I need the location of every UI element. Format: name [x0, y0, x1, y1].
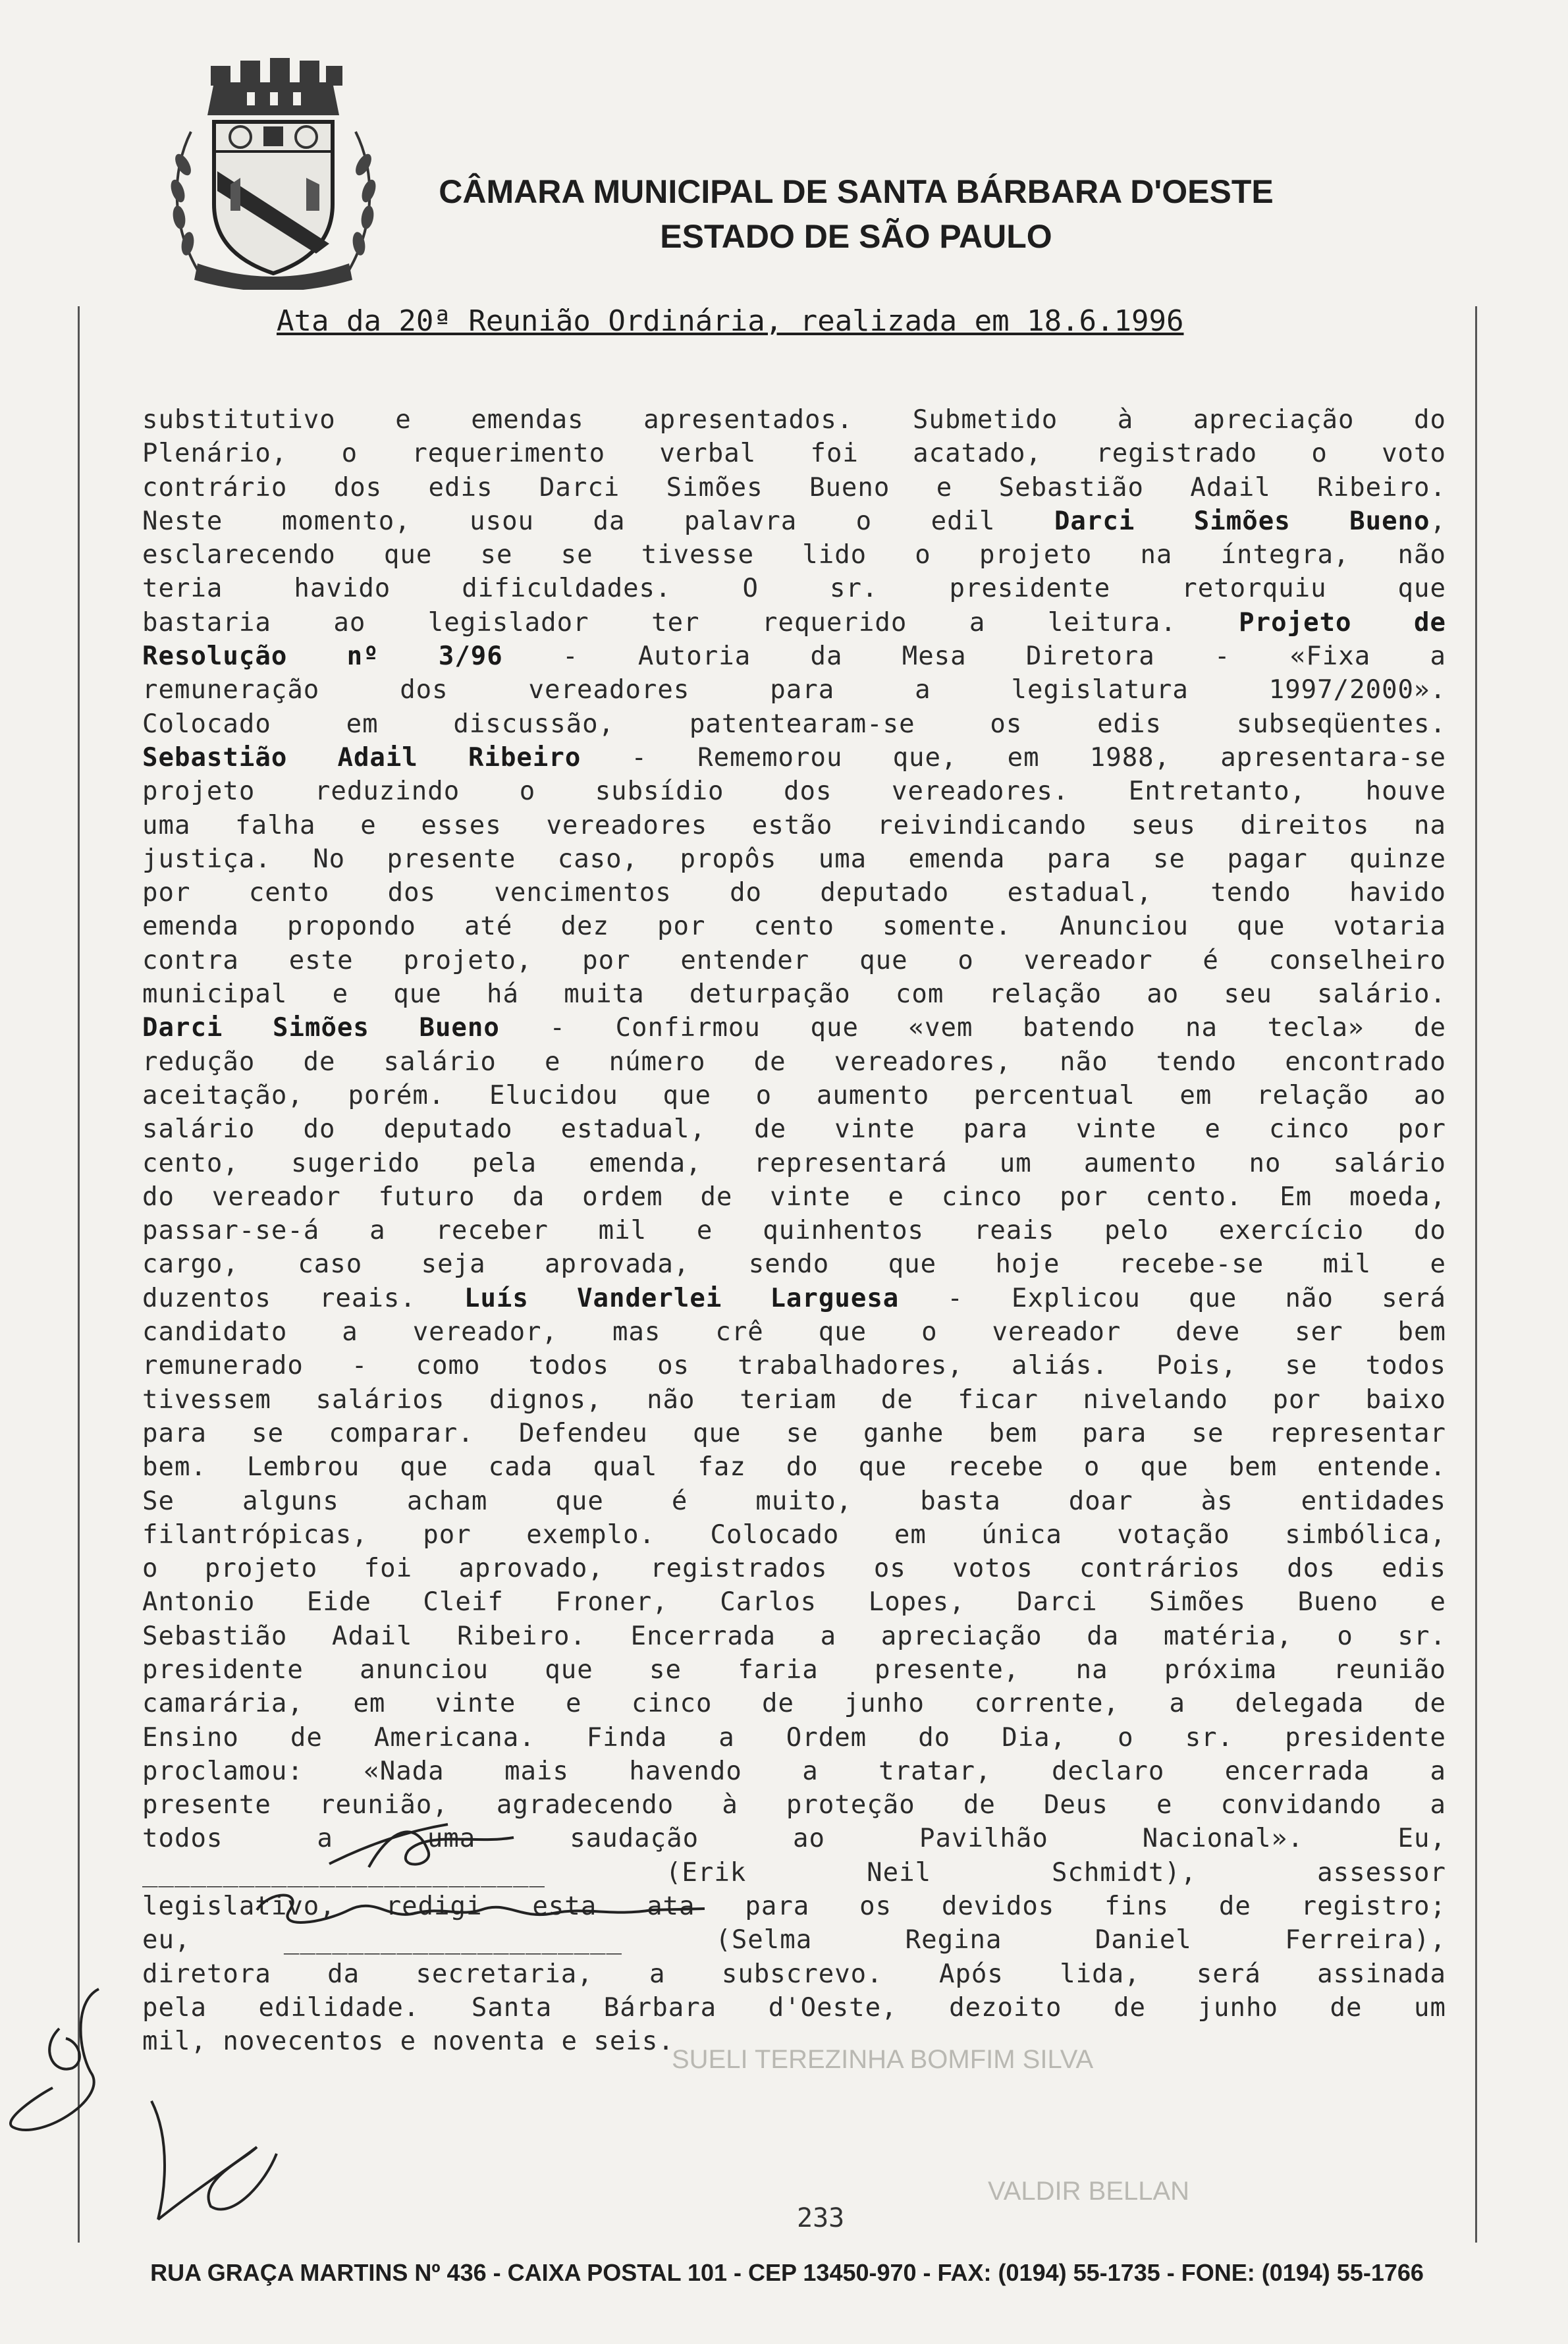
minutes-line: Antonio Eide Cleif Froner, Carlos Lopes, Darci Simões Bueno e [142, 1587, 1446, 1618]
minutes-line: por cento dos vencimentos do deputado estadual, tendo havido [142, 878, 1446, 908]
show-through-name: VALDIR BELLAN [988, 2177, 1190, 2206]
minutes-line: contra este projeto, por entender que o vereador é conselheiro [142, 945, 1446, 975]
speaker-name: Sebastião Adail Ribeiro [142, 742, 581, 773]
minutes-line: proclamou: «Nada mais havendo a tratar, declaro encerrada a [142, 1756, 1446, 1786]
signature-selma-ferreira [244, 1884, 718, 1936]
minutes-line: duzentos reais. Luís Vanderlei Larguesa - Explicou que não será [142, 1283, 1447, 1313]
minutes-line: legislativo, redigi esta ata para os devidos fins de registro; [142, 1892, 1446, 1922]
minutes-line: cargo, caso seja aprovada, sendo que hoje recebe-se mil e [142, 1249, 1446, 1280]
minutes-line: substitutivo e emendas apresentados. Submetido à apreciação do [142, 405, 1446, 435]
minutes-line: _________________________ (Erik Neil Schmidt), assessor [142, 1857, 1446, 1888]
institution-name: CÂMARA MUNICIPAL DE SANTA BÁRBARA D'OESTE [439, 173, 1274, 210]
speaker-name: Darci Simões Bueno [142, 1013, 500, 1043]
minutes-line: candidato a vereador, mas crê que o vereador deve ser bem [142, 1317, 1446, 1348]
right-margin-rule [1475, 306, 1477, 2243]
minutes-line: Neste momento, usou da palavra o edil Darci Simões Bueno, [142, 506, 1446, 536]
minutes-line: Se alguns acham que é muito, basta doar às entidades [142, 1486, 1446, 1516]
minutes-line: aceitação, porém. Elucidou que o aumento percentual em relação ao [142, 1080, 1446, 1110]
minutes-line: camarária, em vinte e cinco de junho corrente, a delegada de [142, 1689, 1446, 1719]
minutes-line: emenda propondo até dez por cento somente. Anunciou que votaria [142, 912, 1446, 942]
speaker-name: Luís Vanderlei Larguesa [464, 1283, 900, 1313]
minutes-line: Colocado em discussão, patentearam-se os edis subseqüentes. [142, 709, 1446, 739]
municipal-crest-icon [158, 53, 389, 290]
minutes-line: presente reunião, agradecendo à proteção de Deus e convidando a [142, 1790, 1446, 1820]
minutes-line: contrário dos edis Darci Simões Bueno e Sebastião Adail Ribeiro. [142, 472, 1446, 503]
state-name: ESTADO DE SÃO PAULO [660, 218, 1052, 255]
minutes-line: cento, sugerido pela emenda, representará um aumento no salário [142, 1148, 1446, 1178]
minutes-line: para se comparar. Defendeu que se ganhe bem para se representar [142, 1418, 1446, 1448]
minutes-line: Resolução nº 3/96 - Autoria da Mesa Diretora - «Fixa a [142, 641, 1446, 672]
minutes-line: teria havido dificuldades. O sr. presidente retorquiu que [142, 574, 1446, 604]
minutes-line: Ensino de Americana. Finda a Ordem do Dia, o sr. presidente [142, 1722, 1446, 1753]
minutes-line: redução de salário e número de vereadores, não tendo encontrado [142, 1047, 1446, 1077]
page-number: 233 [797, 2203, 845, 2233]
minutes-line: o projeto foi aprovado, registrados os votos contrários dos edis [142, 1554, 1446, 1584]
minutes-line: tivessem salários dignos, não teriam de ficar nivelando por baixo [142, 1384, 1446, 1415]
minutes-line: bem. Lembrou que cada qual faz do que recebe o que bem entende. [142, 1452, 1446, 1483]
minutes-line: remuneração dos vereadores para a legislatura 1997/2000». [142, 675, 1446, 705]
minutes-line: esclarecendo que se se tivesse lido o projeto na íntegra, não [142, 540, 1446, 570]
minutes-line: remunerado - como todos os trabalhadores, aliás. Pois, se todos [142, 1351, 1446, 1381]
minutes-line: justiça. No presente caso, propôs uma emenda para se pagar quinze [142, 844, 1446, 874]
speaker-name: Projeto de [1239, 607, 1446, 638]
document-title: Ata da 20ª Reunião Ordinária, realizada em 18.6.1996 [277, 304, 1184, 338]
minutes-line: Darci Simões Bueno - Confirmou que «vem batendo na tecla» de [142, 1013, 1446, 1043]
minutes-line: filantrópicas, por exemplo. Colocado em única votação simbólica, [142, 1519, 1446, 1550]
minutes-line: passar-se-á a receber mil e quinhentos reais pelo exercício do [142, 1216, 1446, 1246]
minutes-line: mil, novecentos e noventa e seis. [142, 2027, 674, 2057]
minutes-line: todos a uma saudação ao Pavilhão Nacional». Eu, [142, 1824, 1446, 1854]
minutes-line: do vereador futuro da ordem de vinte e cinco por cento. Em moeda, [142, 1182, 1446, 1212]
minutes-line: Sebastião Adail Ribeiro - Rememorou que, em 1988, apresentara-se [142, 742, 1446, 773]
signature-margin-left [0, 1976, 112, 2173]
minutes-line: municipal e que há muita deturpação com relação ao seu salário. [142, 979, 1446, 1010]
minutes-line: uma falha e esses vereadores estão reivindicando seus direitos na [142, 810, 1446, 840]
speaker-name: Resolução nº 3/96 [142, 641, 503, 672]
show-through-name: SUELI TEREZINHA BOMFIM SILVA [672, 2045, 1094, 2074]
left-margin-rule [78, 306, 80, 2243]
footer-address: RUA GRAÇA MARTINS Nº 436 - CAIXA POSTAL 101 - CEP 13450-970 - FAX: (0194) 55-1735 - FONE: (0194) 55-1766 [150, 2259, 1424, 2286]
minutes-line: salário do deputado estadual, de vinte para vinte e cinco por [142, 1114, 1446, 1145]
speaker-name: Darci Simões Bueno [1054, 506, 1430, 536]
minutes-line: diretora da secretaria, a subscrevo. Após lida, será assinada [142, 1959, 1446, 1989]
minutes-line: bastaria ao legislador ter requerido a leitura. Projeto de [142, 607, 1446, 638]
minutes-line: pela edilidade. Santa Bárbara d'Oeste, dezoito de junho de um [142, 1992, 1446, 2023]
minutes-line: Sebastião Adail Ribeiro. Encerrada a apreciação da matéria, o sr. [142, 1621, 1446, 1651]
minutes-line: presidente anunciou que se faria presente, na próxima reunião [142, 1654, 1446, 1685]
minutes-line: eu, _____________________ (Selma Regina Daniel Ferreira), [142, 1925, 1446, 1955]
signature-initials [132, 2088, 303, 2239]
minutes-line: Plenário, o requerimento verbal foi acatado, registrado o voto [142, 439, 1446, 469]
minutes-line: projeto reduzindo o subsídio dos vereadores. Entretanto, houve [142, 777, 1446, 807]
signature-erik-schmidt [316, 1805, 527, 1884]
